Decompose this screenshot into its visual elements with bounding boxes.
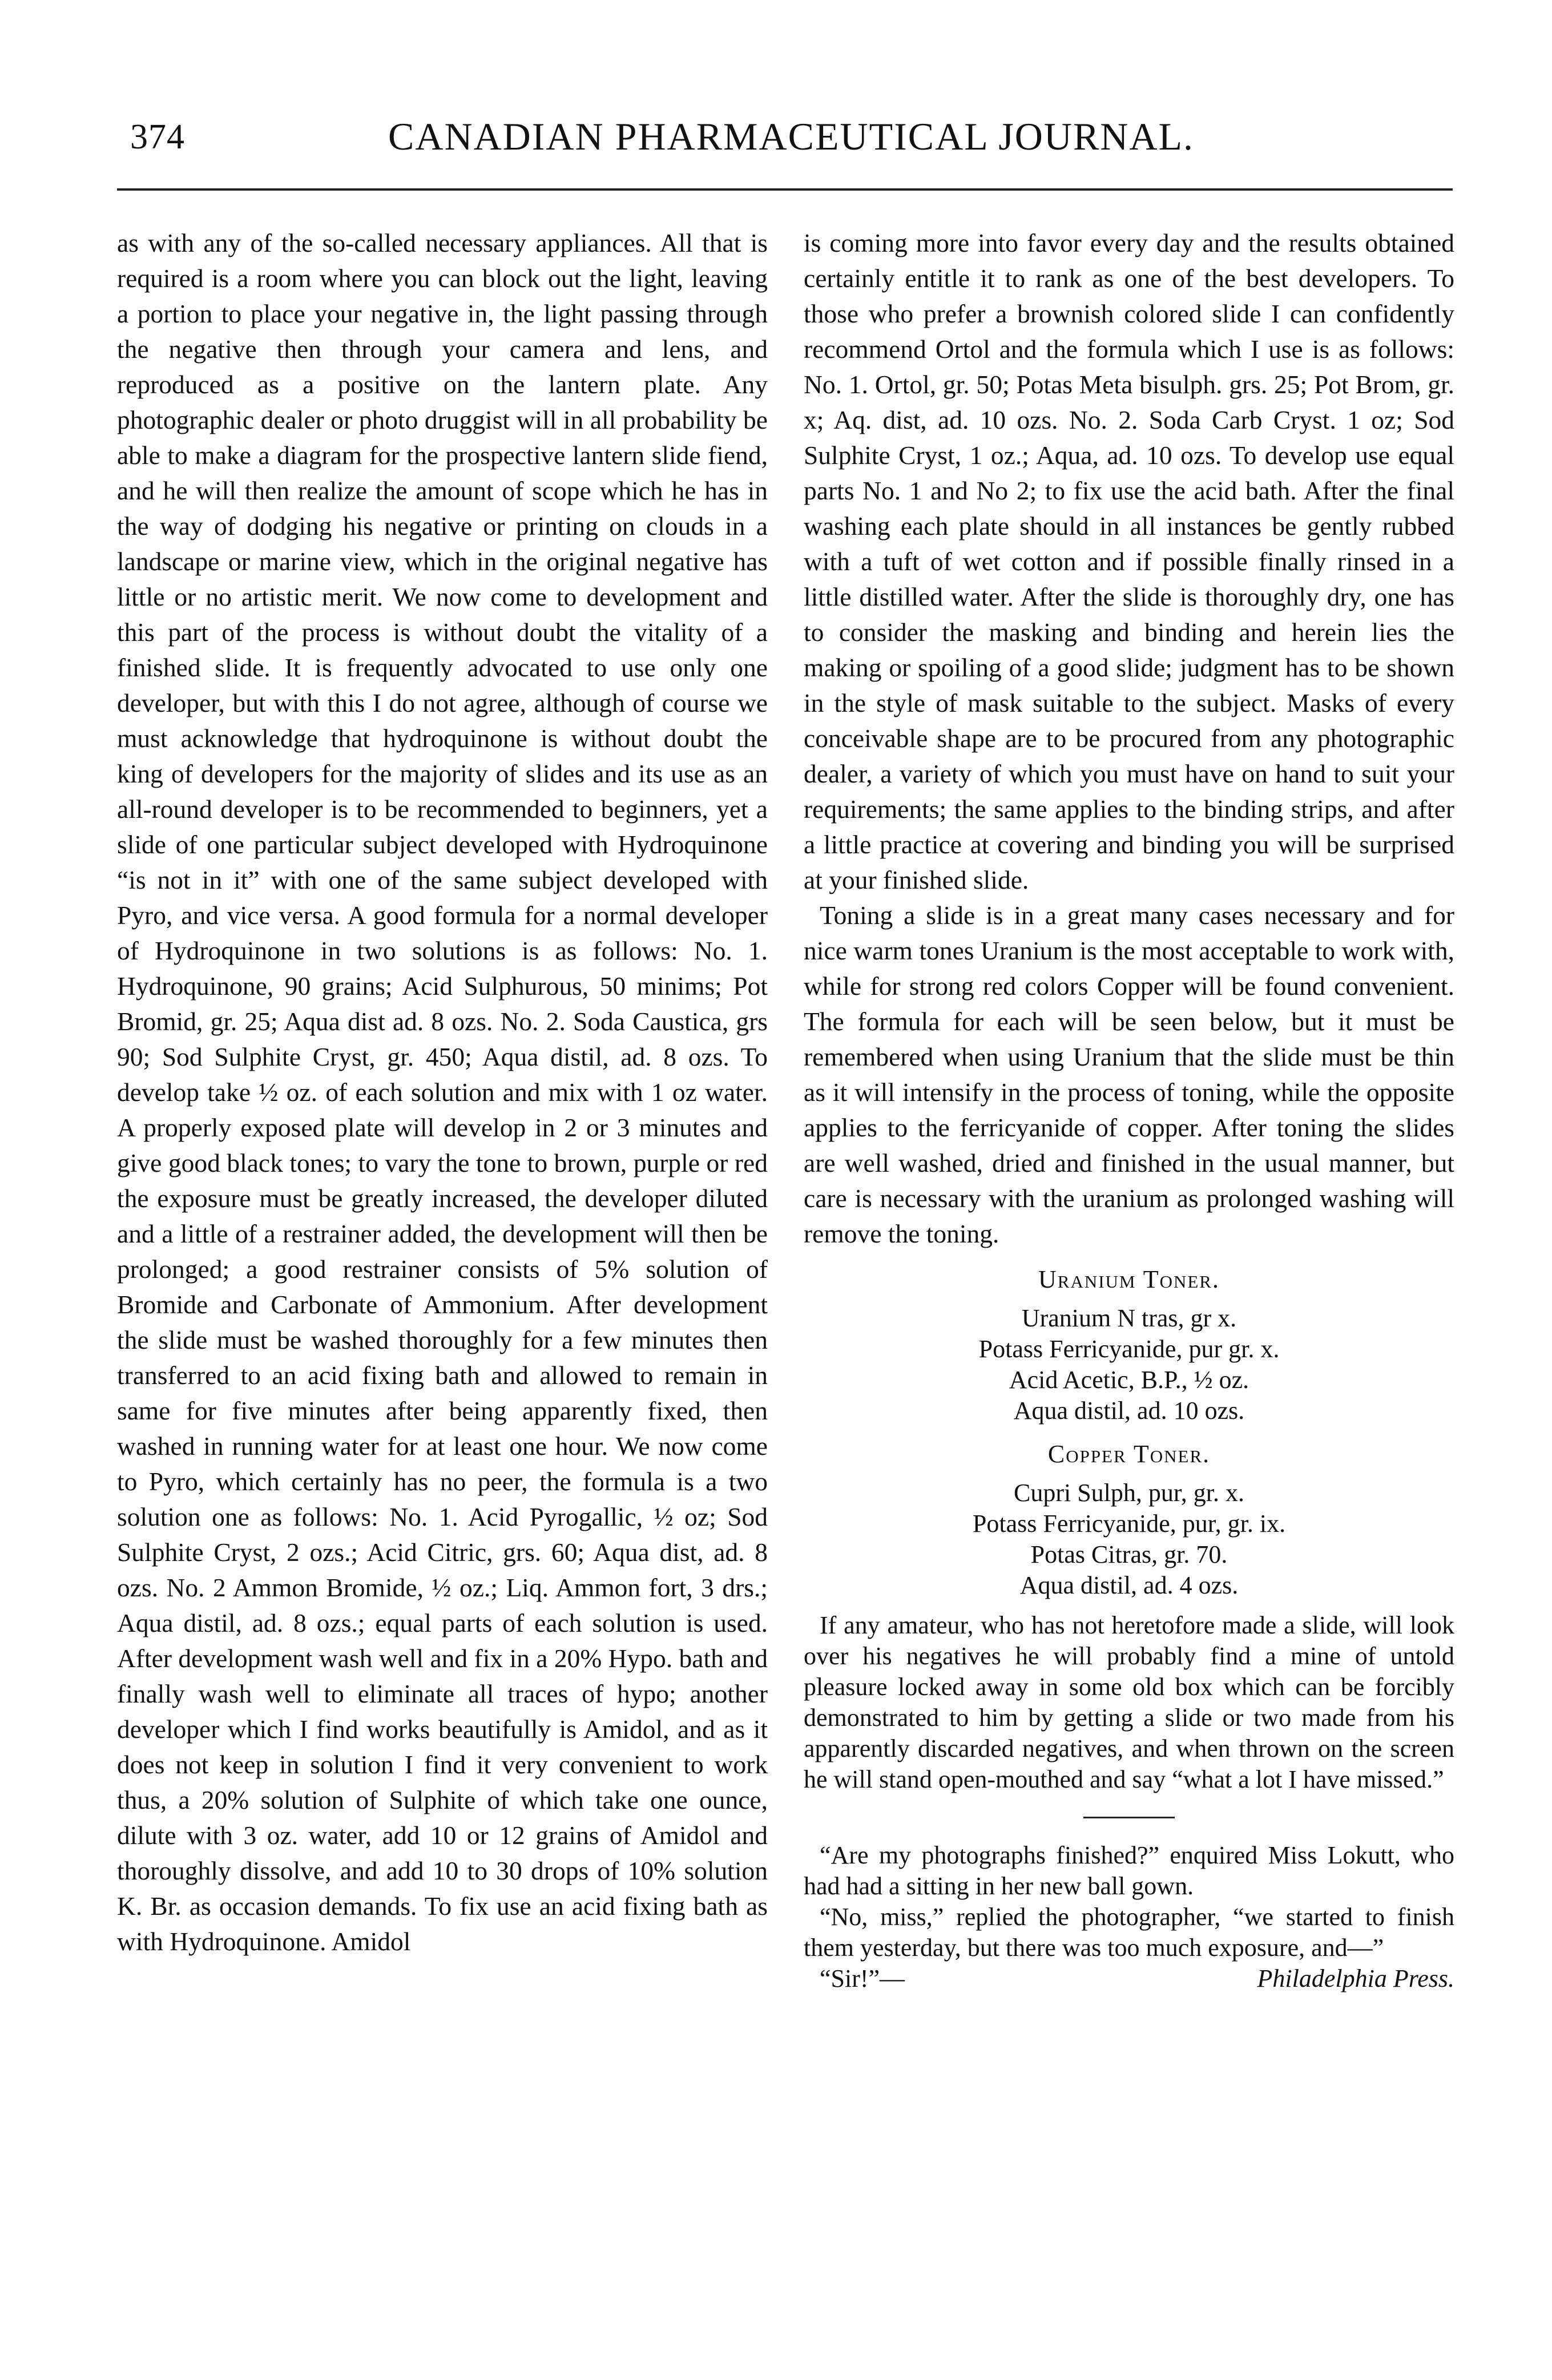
- formula-line: Potas Citras, gr. 70.: [1030, 1540, 1228, 1568]
- page-number: 374: [130, 118, 185, 156]
- header-rule: [117, 188, 1453, 191]
- uranium-toner-formula: [804, 1303, 1454, 1426]
- formula-line: Aqua distil, ad. 4 ozs.: [1019, 1571, 1239, 1599]
- anecdote-source: Philadelphia Press.: [1257, 1964, 1454, 1992]
- formula-line: Potass Ferricyanide, pur gr. x.: [978, 1335, 1280, 1363]
- anecdote-line-1: “Are my photographs finished?” enquired Miss Lokutt, who had had a sitting in her new ball gown.: [804, 1841, 1454, 1900]
- right-paragraph-1: is coming more into favor every day and the results obtained certainly entitle it to rank as one of the best developers. To those who prefer a brownish colored slide I can confidently recommend Ortol and the formula which I use is as follows: No. 1. Ortol, gr. 50; Potas Meta bisulph. grs. 25; Pot Brom, gr. x; Aq. dist, ad. 10 ozs. No. 2. Soda Carb Cryst. 1 oz; Sod Sulphite Cryst, 1 oz.; Aqua, ad. 10 ozs. To develop use equal parts No. 1 and No 2; to fix use the acid bath. After the final washing each plate should in all instances be gently rubbed with a tuft of wet cotton and if possible finally rinsed in a little distilled water. After the slide is thoroughly dry, one has to consider the masking and binding and herein lies the making or spoiling of a good slide; judgment has to be shown in the style of mask suitable to the subject. Masks of every conceivable shape are to be procured from any photographic dealer, a variety of which you must have on hand to suit your requirements; the same applies to the binding strips, and after a little practice at covering and binding you will be surprised at your finished slide.: [804, 228, 1454, 894]
- right-paragraph-3: If any amateur, who has not heretofore made a slide, will look over his negatives he will probably find a mine of untold pleasure locked away in some old box which can be forcibly demonstrated to him by getting a slide or two made from his apparently discarded negatives, and when thrown on the screen he will stand open-mouthed and say “what a lot I have missed.”: [804, 1611, 1454, 1793]
- anecdote-signoff: [804, 1963, 1454, 1994]
- left-column-paragraph: as with any of the so-called necessary appliances. All that is required is a room where you can block out the light, leaving a portion to place your negative in, the light passing through the negative then through your camera and lens, and reproduced as a positive on the lantern plate. Any photographic dealer or photo druggist will in all probability be able to make a diagram for the prospective lantern slide fiend, and he will then realize the amount of scope which he has in the way of dodging his negative or printing on clouds in a landscape or marine view, which in the original negative has little or no artistic merit. We now come to development and this part of the process is without doubt the vitality of a finished slide. It is frequently advocated to use only one developer, but with this I do not agree, although of course we must acknowledge that hydroquinone is without doubt the king of developers for the majority of slides and its use as an all-round developer is to be recommended to beginners, yet a slide of one particular subject developed with Hydroquinone “is not in it” with one of the same subject developed with Pyro, and vice versa. A good formula for a normal developer of Hydroquinone in two solutions is as follows: No. 1. Hydroquinone, 90 grains; Acid Sulphurous, 50 minims; Pot Bromid, gr. 25; Aqua dist ad. 8 ozs. No. 2. Soda Caustica, grs 90; Sod Sulphite Cryst, gr. 450; Aqua distil, ad. 8 ozs. To develop take ½ oz. of each solution and mix with 1 oz water. A properly exposed plate will develop in 2 or 3 minutes and give good black tones; to vary the tone to brown, purple or red the exposure must be greatly increased, the developer diluted and a little of a restrainer added, the development will then be prolonged; a good restrainer consists of 5% solution of Bromide and Carbonate of Ammonium. After development the slide must be washed thoroughly for a few minutes then transferred to an acid fixing bath and allowed to remain in same for five minutes after being apparently fixed, then washed in running water for at least one hour. We now come to Pyro, which certainly has no peer, the formula is a two solution one as follows: No. 1. Acid Pyrogallic, ½ oz; Sod Sulphite Cryst, 2 ozs.; Acid Citric, grs. 60; Aqua dist, ad. 8 ozs. No. 2 Ammon Bromide, ½ oz.; Liq. Ammon fort, 3 drs.; Aqua distil, ad. 8 ozs.; equal parts of each solution is used. After development wash well and fix in a 20% Hypo. bath and finally wash well to eliminate all traces of hypo; another developer which I find works beautifully is Amidol, and as it does not keep in solution I find it very convenient to work thus, a 20% solution of Sulphite of which take one ounce, dilute with 3 oz. water, add 10 or 12 grains of Amidol and thoroughly dissolve, and add 10 to 30 drops of 10% solution K. Br. as occasion demands. To fix use an acid fixing bath as with Hydroquinone. Amidol: [117, 228, 768, 1956]
- formula-line: Acid Acetic, B.P., ½ oz.: [1009, 1366, 1249, 1394]
- copper-toner-title: Copper Toner.: [1047, 1440, 1211, 1468]
- anecdote-line-3: “Sir!”—: [820, 1964, 905, 1992]
- left-column: [117, 225, 768, 1959]
- anecdote-line-2: “No, miss,” replied the photographer, “we started to finish them yesterday, but there was too much exposure, and—”: [804, 1903, 1454, 1962]
- copper-toner-formula: [804, 1478, 1454, 1601]
- section-divider: [1083, 1817, 1175, 1818]
- formula-line: Potass Ferricyanide, pur, gr. ix.: [972, 1510, 1286, 1538]
- formula-line: Cupri Sulph, pur, gr. x.: [1013, 1479, 1245, 1507]
- uranium-toner-title: Uranium Toner.: [1038, 1265, 1220, 1293]
- right-paragraph-2: Toning a slide is in a great many cases necessary and for nice warm tones Uranium is the most acceptable to work with, while for strong red colors Copper will be found convenient. The formula for each will be seen below, but it must be remembered when using Uranium that the slide must be thin as it will intensify in the process of toning, while the opposite applies to the ferricyanide of copper. After toning the slides are well washed, dried and finished in the usual manner, but care is necessary with the uranium as prolonged washing will remove the toning.: [804, 901, 1454, 1248]
- formula-line: Aqua distil, ad. 10 ozs.: [1013, 1397, 1245, 1425]
- formula-line: Uranium N tras, gr x.: [1021, 1304, 1237, 1332]
- right-column: [804, 225, 1454, 1994]
- journal-title: CANADIAN PHARMACEUTICAL JOURNAL.: [388, 115, 1195, 158]
